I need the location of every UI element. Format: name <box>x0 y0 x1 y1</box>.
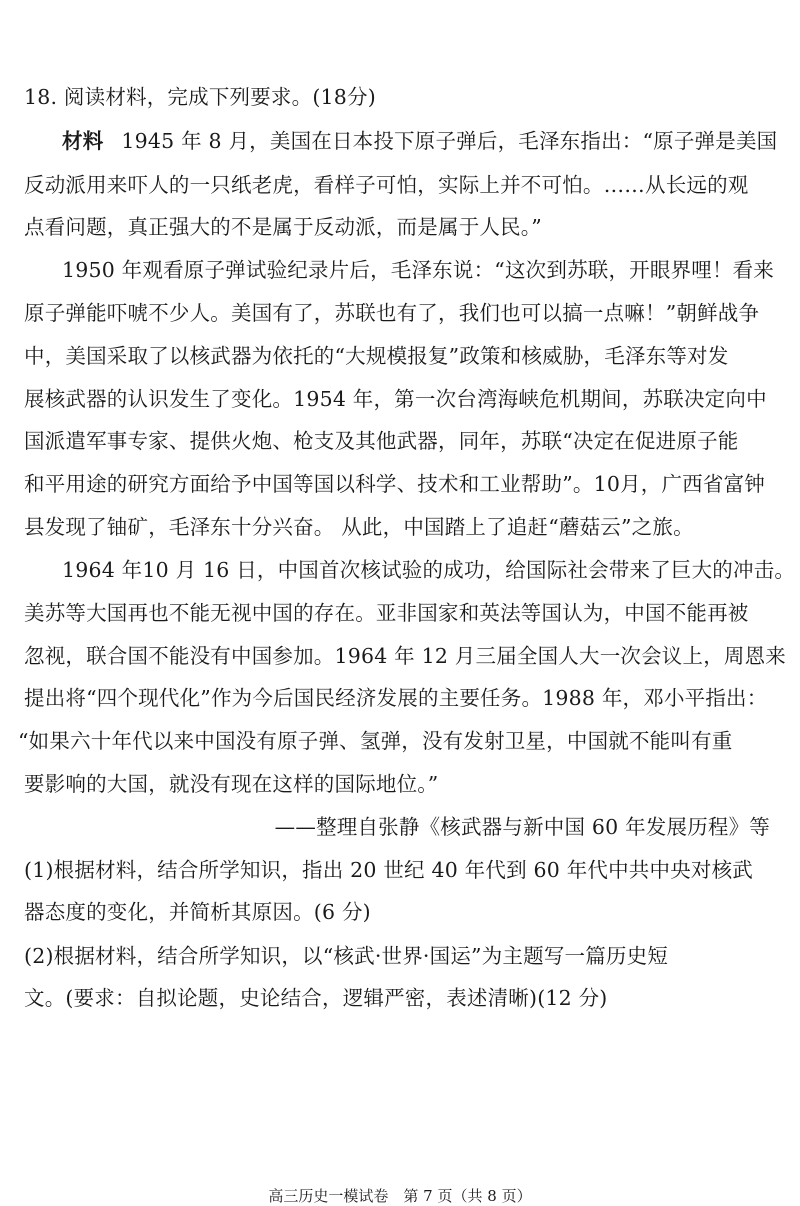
paragraph-line: 展核武器的认识发生了变化。1954 年，第一次台湾海峡危机期间，苏联决定向中 <box>24 387 767 411</box>
paragraph-line: 提出将“四个现代化”作为今后国民经济发展的主要任务。1988 年，邓小平指出： <box>24 686 768 710</box>
sub-question-line: 文。(要求：自拟论题，史论结合，逻辑严密，表述清晰)(12 分) <box>24 986 608 1010</box>
paragraph-line: 反动派用来吓人的一只纸老虎，看样子可怕，实际上并不可怕。……从长远的观 <box>24 173 749 197</box>
paragraph-line: 县发现了铀矿，毛泽东十分兴奋。 从此，中国踏上了追赶“蘑菇云”之旅。 <box>24 515 694 539</box>
paragraph-line: “如果六十年代以来中国没有原子弹、氢弹，没有发射卫星，中国就不能叫有重 <box>18 729 733 753</box>
source-citation: ——整理自张静《核武器与新中国 60 年发展历程》等 <box>274 815 770 839</box>
paragraph-line <box>62 128 777 154</box>
paragraph-line: 中，美国采取了以核武器为依托的“大规模报复”政策和核威胁，毛泽东等对发 <box>24 344 729 368</box>
paragraph-text: 1945 年 8 月，美国在日本投下原子弹后，毛泽东指出：“原子弹是美国 <box>121 129 778 153</box>
question-title: 18. 阅读材料，完成下列要求。(18分) <box>24 85 376 109</box>
material-label: 材料 <box>62 129 104 153</box>
sub-question-line: (2)根据材料，结合所学知识，以“核武·世界·国运”为主题写一篇历史短 <box>24 944 669 968</box>
sub-question-line: 器态度的变化，并简析其原因。(6 分) <box>24 900 371 924</box>
paragraph-line: 1964 年10 月 16 日，中国首次核试验的成功，给国际社会带来了巨大的冲击。 <box>62 558 796 582</box>
paragraph-line: 国派遣军事专家、提供火炮、枪支及其他武器，同年，苏联“决定在促进原子能 <box>24 429 739 453</box>
paragraph-line: 忽视，联合国不能没有中国参加。1964 年 12 月三届全国人大一次会议上，周恩来 <box>24 644 787 668</box>
page-footer: 高三历史一模试卷 第 7 页（共 8 页） <box>268 1187 532 1205</box>
paragraph-line: 1950 年观看原子弹试验纪录片后，毛泽东说：“这次到苏联，开眼界哩！看来 <box>62 258 775 282</box>
paragraph-line: 点看问题，真正强大的不是属于反动派，而是属于人民。” <box>24 215 542 239</box>
paragraph-line: 原子弹能吓唬不少人。美国有了，苏联也有了，我们也可以搞一点嘛！”朝鲜战争 <box>24 301 760 325</box>
paragraph-line: 美苏等大国再也不能无视中国的存在。亚非国家和英法等国认为，中国不能再被 <box>24 601 749 625</box>
paragraph-line: 要影响的大国，就没有现在这样的国际地位。” <box>24 772 439 796</box>
paragraph-line: 和平用途的研究方面给予中国等国以科学、技术和工业帮助”。10月，广西省富钟 <box>24 472 765 496</box>
sub-question-line: (1)根据材料，结合所学知识，指出 20 世纪 40 年代到 60 年代中共中央对核武 <box>24 858 753 882</box>
